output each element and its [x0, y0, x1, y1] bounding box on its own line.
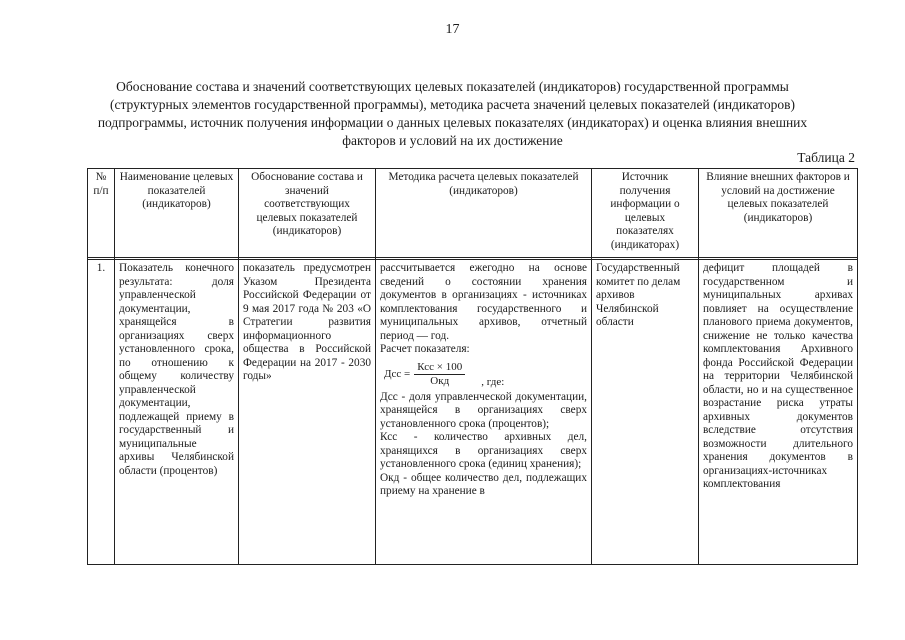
row-num: 1.: [88, 260, 115, 565]
header-name: Наименование целевых показателей (индикаторов): [115, 169, 239, 258]
indicators-table: [87, 168, 858, 565]
row-method: [376, 260, 592, 565]
definition-okd: Окд - общее количество дел, подлежащих приему на хранение в: [380, 471, 587, 497]
table-header-row: [88, 169, 858, 258]
formula-denominator: Окд: [430, 375, 450, 387]
formula-fraction: [414, 361, 465, 389]
row-influence: дефицит площадей в государственном и муниципальных архивах повлияет на осуществление планового приема документов, снижение не только качества комплектования Архивного фонда Российской Федерации на территории Челябинской области, но и на существенное возрастание риска утраты архивных документов вследствие отсутствия возможности длительного хранения документов в организациях-источниках комплектования: [699, 260, 858, 565]
formula-tail: , где:: [481, 375, 505, 388]
page-number: 17: [445, 22, 460, 37]
header-justification: Обоснование состава и значений соответствующих целевых показателей (индикаторов): [239, 169, 376, 258]
row-source: Государственный комитет по делам архивов Челябинской области: [592, 260, 699, 565]
row-justification: показатель предусмотрен Указом Президента Российской Федерации от 9 мая 2017 года № 203 «О Стратегии развития информационного общества в Российской Федерации на 2017 - 2030 годы»: [239, 260, 376, 565]
header-influence: Влияние внешних факторов и условий на достижение целевых показателей (индикаторов): [699, 169, 858, 258]
header-num: № п/п: [88, 169, 115, 258]
method-intro: рассчитывается ежегодно на основе сведений о состоянии хранения документов в организациях - источниках комплектования государственного и муниципальных архивов, отчетный период — год.: [380, 262, 587, 342]
table-label: Таблица 2: [797, 150, 855, 165]
definition-dss: Дсс - доля управленческой документации, хранящейся в организациях сверх установленного срока (процентов);: [380, 390, 587, 430]
row-name: Показатель конечного результата: доля управленческой документации, хранящейся в организациях сверх установленного срока, по отношению к общему количеству управленческой документации, подлежащей приему в государственный и муниципальные архивы Челябинской области (процентов): [115, 260, 239, 565]
formula: [384, 361, 587, 389]
formula-numerator: Ксс × 100: [414, 361, 465, 376]
table-row: [88, 260, 858, 565]
formula-lhs: Дсс =: [384, 367, 411, 380]
document-title: Обоснование состава и значений соответствующих целевых показателей (индикаторов) государственной программы (структурных элементов государственной программы), методика расчета значений целевых показателей (индикаторов) подпрограммы, источник получения информации о данных целевых показателях (индикаторах) и оценка влияния внешних факторов и условий на их достижение: [97, 79, 808, 148]
definition-kss: Ксс - количество архивных дел, хранящихся в организациях сверх установленного срока (единиц хранения);: [380, 431, 587, 470]
method-calc-label: Расчет показателя:: [380, 343, 470, 355]
header-source: Источник получения информации о целевых показателях (индикаторах): [592, 169, 699, 258]
header-method: Методика расчета целевых показателей (индикаторов): [376, 169, 592, 258]
